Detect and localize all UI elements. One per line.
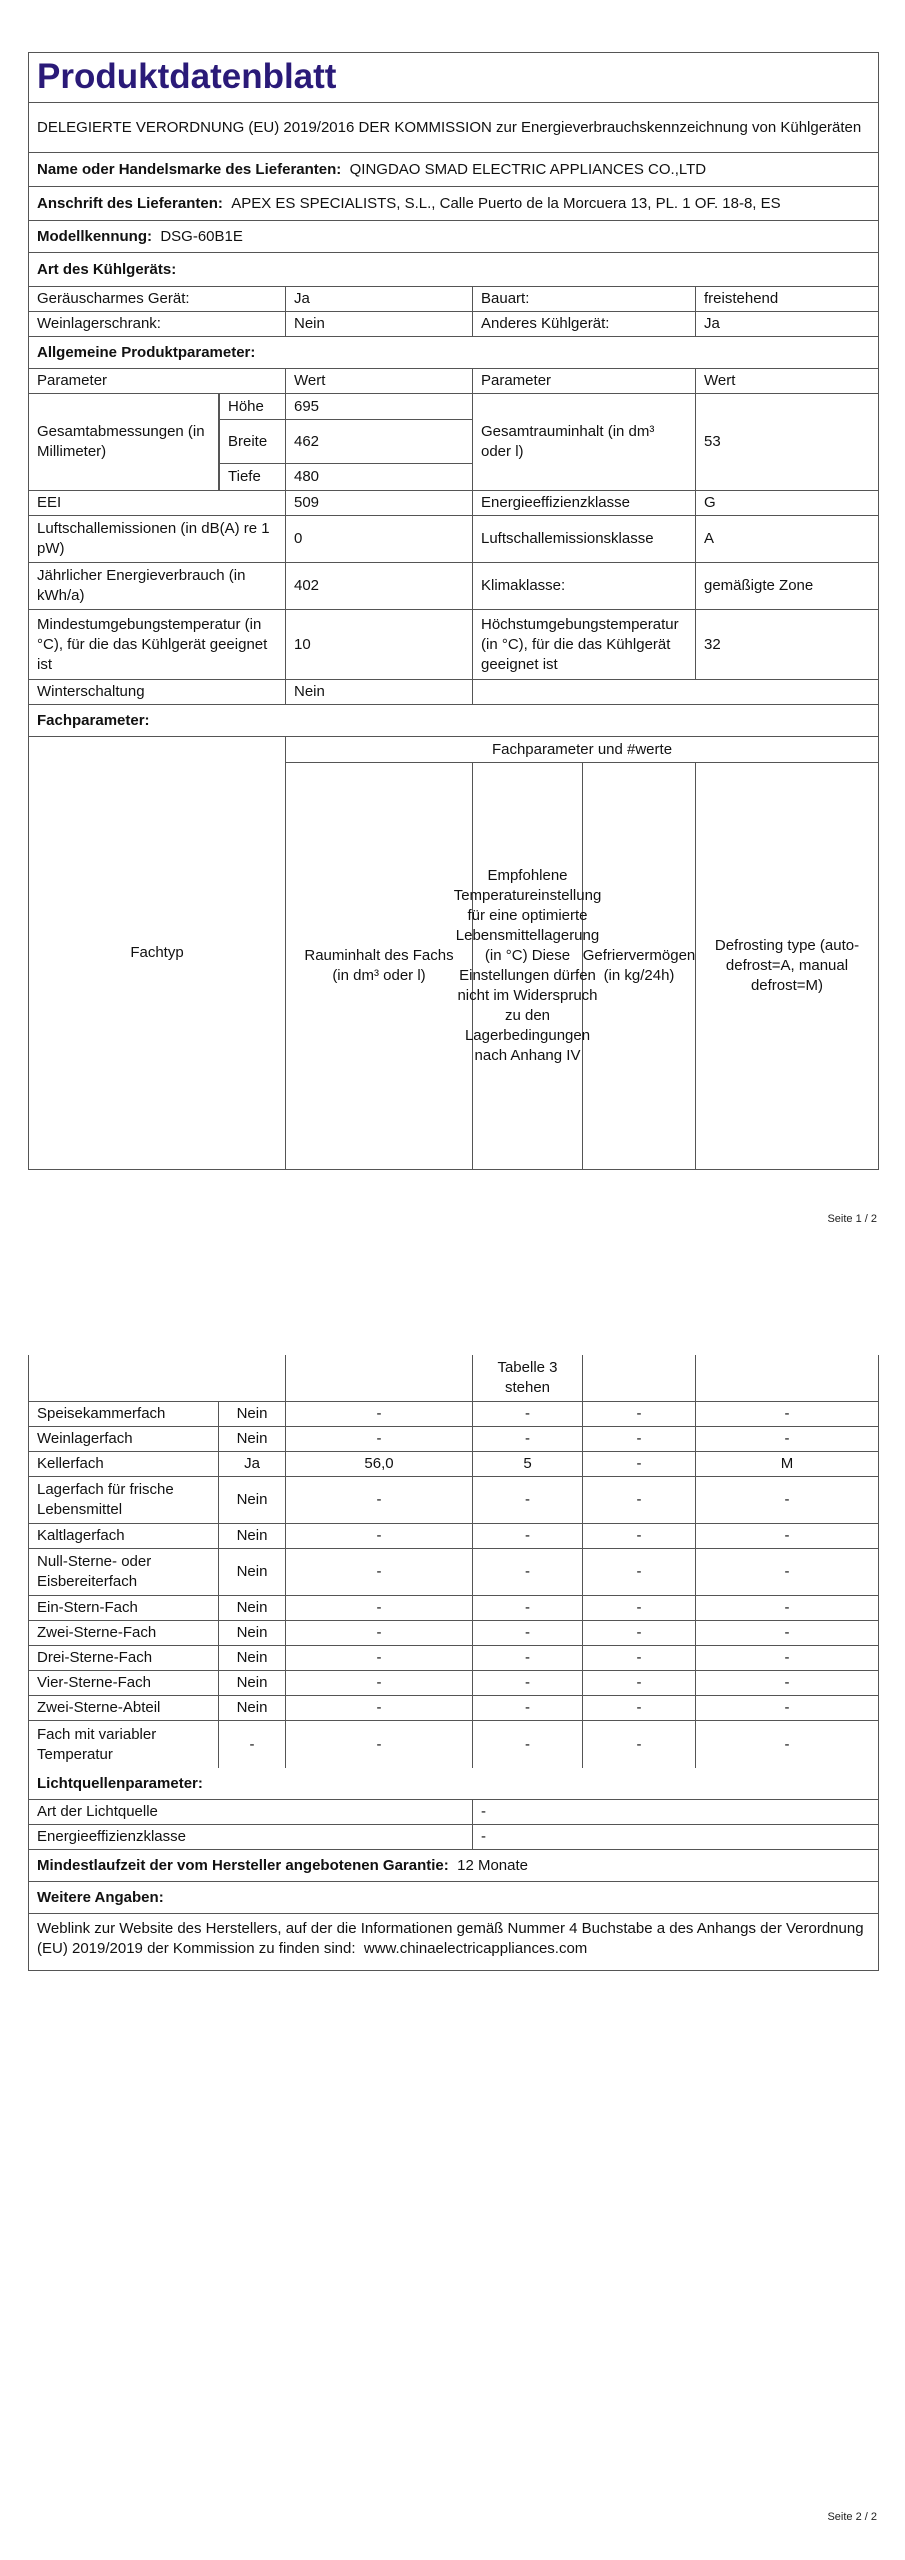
param-header: Parameter xyxy=(29,369,286,393)
compartment-volume: - xyxy=(286,1402,473,1426)
compartment-freeze: - xyxy=(583,1477,696,1523)
compartment-row xyxy=(29,1646,878,1671)
max-temp-label: Höchstumgebungstemperatur (in °C), für die das Kühlgerät geeignet ist xyxy=(473,610,696,679)
noise-label: Luftschallemissionen (in dB(A) re 1 pW) xyxy=(29,516,286,562)
compartment-name: Kellerfach xyxy=(29,1452,219,1476)
compartment-defrost: - xyxy=(784,1674,790,1691)
compartment-defrost: - xyxy=(784,1699,790,1716)
depth-value: 480 xyxy=(294,468,320,485)
regulation-row xyxy=(29,103,878,153)
general-header-row xyxy=(29,369,878,394)
compartment-temp: - xyxy=(473,1524,583,1548)
winter-empty xyxy=(473,680,878,704)
supplier-name-cell xyxy=(29,153,878,186)
temp-header: Empfohlene Temperatureinstellung für eine optimierte Lebensmittellagerung (in °C) Diese Einstellungen dürfen nicht im Widerspruch zu den Lagerbedingungen nach Anhang IV xyxy=(473,763,583,1169)
winter-label: Winterschaltung xyxy=(29,680,286,704)
compartment-heading: Fachparameter: xyxy=(37,711,150,729)
light-class-row xyxy=(29,1825,878,1850)
compartment-defrost: - xyxy=(784,1624,790,1641)
compartment-name: Speisekammerfach xyxy=(29,1402,219,1426)
compartment-freeze: - xyxy=(583,1549,696,1595)
general-heading: Allgemeine Produktparameter: xyxy=(37,343,256,361)
eei-label: EEI xyxy=(29,491,286,515)
compartment-row xyxy=(29,1427,878,1452)
height-label: Höhe xyxy=(219,394,286,419)
winter-value: Nein xyxy=(286,680,473,704)
compartment-name: Kaltlagerfach xyxy=(29,1524,219,1548)
light-class-label: Energieeffizienzklasse xyxy=(29,1825,473,1849)
climate-label: Klimaklasse: xyxy=(473,563,696,609)
low-noise-label: Geräuscharmes Gerät: xyxy=(29,287,286,311)
compartment-row xyxy=(29,1452,878,1477)
compartment-temp: - xyxy=(473,1596,583,1620)
defrost-header-cont xyxy=(696,1355,878,1401)
group-header: Fachparameter und #werte xyxy=(286,737,878,763)
dims-label: Gesamtabmessungen (in Millimeter) xyxy=(29,394,219,490)
warranty-cell xyxy=(29,1850,878,1881)
light-class-value: - xyxy=(481,1828,486,1845)
compartment-defrost: - xyxy=(784,1649,790,1666)
other-label: Anderes Kühlgerät: xyxy=(473,312,696,336)
noise-value: 0 xyxy=(286,516,473,562)
warranty-label: Mindestlaufzeit der vom Hersteller angebotenen Garantie: xyxy=(37,1856,449,1874)
volume-header: Rauminhalt des Fachs (in dm³ oder l) xyxy=(286,763,473,1169)
compartment-present: Nein xyxy=(219,1427,286,1451)
compartment-present: Nein xyxy=(219,1402,286,1426)
supplier-address: APEX ES SPECIALISTS, S.L., Calle Puerto de la Morcuera 13, PL. 1 OF. 18-8, ES xyxy=(231,194,781,212)
volume-label: Gesamtrauminhalt (in dm³ oder l) xyxy=(473,394,696,490)
compartment-defrost: M xyxy=(780,1455,794,1472)
compartment-row xyxy=(29,1596,878,1621)
wine-value: Nein xyxy=(286,312,473,336)
energy-row xyxy=(29,563,878,610)
height-value: 695 xyxy=(294,397,320,415)
eclass-value: G xyxy=(704,494,716,511)
compartment-present: Nein xyxy=(219,1477,286,1523)
other-value: Ja xyxy=(704,315,720,332)
min-temp-label: Mindestumgebungstemperatur (in °C), für die das Kühlgerät geeignet ist xyxy=(29,610,286,679)
dimensions-row xyxy=(29,394,878,491)
appliance-type-row-2 xyxy=(29,312,878,337)
compartment-row xyxy=(29,1524,878,1549)
dims-values xyxy=(219,394,473,490)
compartment-name: Drei-Sterne-Fach xyxy=(29,1646,219,1670)
compartment-row xyxy=(29,1671,878,1696)
freeze-header-cont xyxy=(583,1355,696,1401)
compartment-present: Nein xyxy=(219,1671,286,1695)
sub-headers xyxy=(286,763,878,1169)
compartment-present: Nein xyxy=(219,1696,286,1720)
compartment-temp: - xyxy=(473,1402,583,1426)
winter-row xyxy=(29,680,878,705)
eclass-label: Energieeffizienzklasse xyxy=(473,491,696,515)
light-heading: Lichtquellenparameter: xyxy=(37,1774,203,1792)
page-title: Produktdatenblatt xyxy=(37,57,337,96)
compartment-freeze: - xyxy=(583,1721,696,1768)
compartment-name: Lagerfach für frische Lebensmittel xyxy=(29,1477,219,1523)
further-cell xyxy=(29,1914,878,1970)
energy-label: Jährlicher Energieverbrauch (in kWh/a) xyxy=(29,563,286,609)
compartment-row xyxy=(29,1721,878,1768)
eei-row xyxy=(29,491,878,516)
compartment-freeze: - xyxy=(583,1596,696,1620)
compartment-freeze: - xyxy=(583,1646,696,1670)
compartment-defrost: - xyxy=(784,1405,790,1422)
compartment-volume: - xyxy=(286,1696,473,1720)
compartment-name: Null-Sterne- oder Eisbereiterfach xyxy=(29,1549,219,1595)
compartment-header-cont-row xyxy=(29,1355,878,1402)
energy-value: 402 xyxy=(286,563,473,609)
compartment-present: - xyxy=(219,1721,286,1768)
page-2-footer: Seite 2 / 2 xyxy=(827,2511,877,2523)
compartment-temp: - xyxy=(473,1696,583,1720)
further-heading-row xyxy=(29,1882,878,1914)
page-1-footer: Seite 1 / 2 xyxy=(827,1213,877,1225)
climate-value: gemäßigte Zone xyxy=(704,577,814,594)
depth-row xyxy=(219,464,472,490)
design-label: Bauart: xyxy=(473,287,696,311)
warranty-value: 12 Monate xyxy=(457,1856,528,1874)
compartment-params-header xyxy=(286,737,878,1169)
compartment-defrost: - xyxy=(784,1735,790,1753)
compartment-volume: - xyxy=(286,1621,473,1645)
value-header: Wert xyxy=(286,369,473,393)
compartment-name: Zwei-Sterne-Abteil xyxy=(29,1696,219,1720)
noise-row xyxy=(29,516,878,563)
compartment-freeze: - xyxy=(583,1621,696,1645)
freeze-header: Gefriervermögen (in kg/24h) xyxy=(583,763,696,1169)
compartment-freeze: - xyxy=(583,1671,696,1695)
appliance-type-row-1 xyxy=(29,287,878,312)
supplier-name-row xyxy=(29,153,878,187)
design-value: freistehend xyxy=(704,290,779,307)
compartment-row xyxy=(29,1621,878,1646)
compartment-temp: 5 xyxy=(473,1452,583,1476)
compartment-volume: 56,0 xyxy=(286,1452,473,1476)
compartment-temp: - xyxy=(473,1477,583,1523)
supplier-name: QINGDAO SMAD ELECTRIC APPLIANCES CO.,LTD xyxy=(349,160,707,178)
compartment-volume: - xyxy=(286,1646,473,1670)
compartment-name: Vier-Sterne-Fach xyxy=(29,1671,219,1695)
min-temp-value: 10 xyxy=(286,610,473,679)
manufacturer-link[interactable]: www.chinaelectricappliances.com xyxy=(363,1940,588,1957)
further-heading: Weitere Angaben: xyxy=(37,1888,164,1906)
value-header-2: Wert xyxy=(704,372,736,389)
width-row xyxy=(219,420,472,464)
further-text: Weblink zur Website des Herstellers, auf der die Informationen gemäß Nummer 4 Buchstabe a des Anhangs der Verordnung (EU) 2019/2019 der Kommission zu finden sind: xyxy=(37,1920,864,1957)
compartment-temp: - xyxy=(473,1671,583,1695)
compartment-defrost: - xyxy=(784,1527,790,1544)
compartment-name: Zwei-Sterne-Fach xyxy=(29,1621,219,1645)
compartment-defrost: - xyxy=(784,1430,790,1447)
width-value: 462 xyxy=(294,432,320,450)
compartment-present: Nein xyxy=(219,1646,286,1670)
compartment-temp: - xyxy=(473,1721,583,1768)
compartment-volume: - xyxy=(286,1596,473,1620)
light-type-value: - xyxy=(481,1803,486,1820)
model-row xyxy=(29,221,878,253)
model-id: DSG-60B1E xyxy=(160,227,243,245)
compartment-volume: - xyxy=(286,1721,473,1768)
width-label: Breite xyxy=(219,420,286,463)
datasheet-page-1 xyxy=(28,52,879,1170)
compartment-name: Fach mit variabler Temperatur xyxy=(29,1721,219,1768)
compartment-name: Ein-Stern-Fach xyxy=(29,1596,219,1620)
regulation-text: DELEGIERTE VERORDNUNG (EU) 2019/2016 DER KOMMISSION zur Energieverbrauchskennzeichnung von Kühlgeräten xyxy=(37,118,862,136)
light-heading-row xyxy=(29,1768,878,1800)
compartment-freeze: - xyxy=(583,1427,696,1451)
compartment-temp: - xyxy=(473,1646,583,1670)
volume-header-cont xyxy=(286,1355,473,1401)
supplier-address-cell xyxy=(29,187,878,220)
compartment-freeze: - xyxy=(583,1452,696,1476)
fachtyp-header: Fachtyp xyxy=(29,737,286,1169)
compartment-present: Nein xyxy=(219,1621,286,1645)
compartment-defrost: - xyxy=(784,1563,790,1580)
compartment-name: Weinlagerfach xyxy=(29,1427,219,1451)
defrost-header: Defrosting type (auto-defrost=A, manual defrost=M) xyxy=(714,937,860,994)
compartment-row xyxy=(29,1549,878,1596)
compartment-header-row xyxy=(29,737,878,1169)
temp-header-cont: Tabelle 3 stehen xyxy=(473,1355,583,1401)
model-label: Modellkennung: xyxy=(37,227,152,245)
compartment-temp: - xyxy=(473,1621,583,1645)
title-row xyxy=(29,53,878,103)
height-row xyxy=(219,394,472,420)
fachtyp-header-cont xyxy=(29,1355,286,1401)
compartment-present: Nein xyxy=(219,1596,286,1620)
compartment-volume: - xyxy=(286,1549,473,1595)
compartment-present: Nein xyxy=(219,1524,286,1548)
model-cell xyxy=(29,221,878,252)
appliance-type-heading-row xyxy=(29,253,878,287)
warranty-row xyxy=(29,1850,878,1882)
supplier-address-row xyxy=(29,187,878,221)
light-type-label: Art der Lichtquelle xyxy=(29,1800,473,1824)
compartment-heading-row xyxy=(29,705,878,737)
compartment-volume: - xyxy=(286,1524,473,1548)
compartment-freeze: - xyxy=(583,1402,696,1426)
wine-label: Weinlagerschrank: xyxy=(29,312,286,336)
noise-class-value: A xyxy=(704,530,715,547)
compartment-defrost: - xyxy=(784,1491,790,1508)
volume-value: 53 xyxy=(704,433,721,450)
compartment-defrost: - xyxy=(784,1599,790,1616)
supplier-name-label: Name oder Handelsmarke des Lieferanten: xyxy=(37,160,342,178)
compartment-row xyxy=(29,1696,878,1721)
compartment-rows xyxy=(29,1402,878,1768)
param-header-2: Parameter xyxy=(473,369,696,393)
compartment-row xyxy=(29,1402,878,1427)
temp-row xyxy=(29,610,878,680)
supplier-address-label: Anschrift des Lieferanten: xyxy=(37,194,223,212)
low-noise-value: Ja xyxy=(286,287,473,311)
compartment-row xyxy=(29,1477,878,1524)
compartment-temp: - xyxy=(473,1427,583,1451)
max-temp-value: 32 xyxy=(704,635,721,653)
compartment-present: Ja xyxy=(219,1452,286,1476)
datasheet-page-2 xyxy=(28,1355,879,1971)
compartment-volume: - xyxy=(286,1671,473,1695)
compartment-temp: - xyxy=(473,1549,583,1595)
compartment-present: Nein xyxy=(219,1549,286,1595)
compartment-volume: - xyxy=(286,1427,473,1451)
compartment-volume: - xyxy=(286,1477,473,1523)
depth-label: Tiefe xyxy=(219,464,286,490)
appliance-type-heading: Art des Kühlgeräts: xyxy=(37,260,177,278)
light-type-row xyxy=(29,1800,878,1825)
eei-value: 509 xyxy=(286,491,473,515)
further-row xyxy=(29,1914,878,1970)
noise-class-label: Luftschallemissionsklasse xyxy=(473,516,696,562)
compartment-freeze: - xyxy=(583,1524,696,1548)
compartment-freeze: - xyxy=(583,1696,696,1720)
general-heading-row xyxy=(29,337,878,369)
